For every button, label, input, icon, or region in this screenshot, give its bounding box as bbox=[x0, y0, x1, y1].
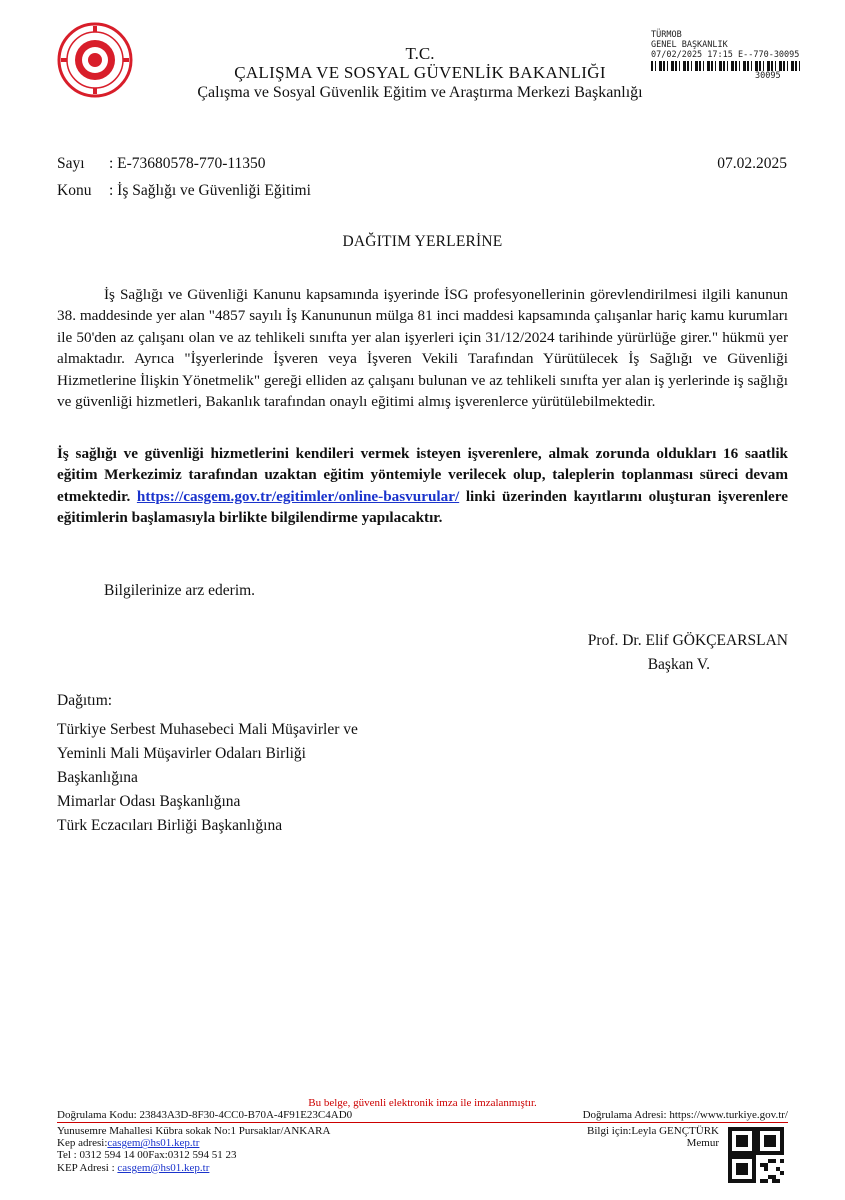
closing-line: Bilgilerinize arz ederim. bbox=[104, 582, 256, 599]
paragraph-2 bbox=[57, 443, 788, 529]
footer-kep-line bbox=[57, 1137, 330, 1149]
document-title: DAĞITIM YERLERİNE bbox=[342, 233, 503, 250]
signatory-name: Prof. Dr. Elif GÖKÇEARSLAN bbox=[587, 632, 788, 649]
verification-code: Doğrulama Kodu: 23843A3D-8F30-4CC0-B70A-4F91E23C4AD0 bbox=[57, 1109, 353, 1121]
contact-role: Memur bbox=[686, 1137, 719, 1150]
paragraph-2-text: İş sağlığı ve güvenliği hizmetlerini kendileri vermek isteyen işverenlere, almak zorunda oldukları 16 saatlik eğitim Merkezimiz tarafından uzaktan eğitim yöntemiyle verilecek olup, taleplerin toplanması süreci devam etmektedir. bbox=[57, 445, 788, 505]
esign-notice: Bu belge, güvenli elektronik imza ile imzalanmıştır. bbox=[308, 1097, 537, 1109]
konu-label: Konu bbox=[57, 182, 92, 199]
stamp-number: 30095 bbox=[755, 71, 781, 81]
stamp-line-2: GENEL BAŞKANLIK bbox=[651, 40, 728, 50]
stamp-line-3: 07/02/2025 17:15 E--770-30095 bbox=[651, 50, 800, 60]
kep2-label: KEP Adresi : bbox=[57, 1161, 118, 1174]
application-link[interactable]: https://casgem.gov.tr/egitimler/online-basvurular/ bbox=[136, 487, 460, 505]
header-tc: T.C. bbox=[405, 44, 435, 63]
kep-link[interactable]: casgem@hs01.kep.tr bbox=[107, 1137, 200, 1150]
stamp-barcode bbox=[651, 61, 801, 71]
footer-phone: Tel : 0312 594 14 00Fax:0312 594 51 23 bbox=[57, 1149, 237, 1162]
header-center-name: Çalışma ve Sosyal Güvenlik Eğitim ve Araştırma Merkezi Başkanlığı bbox=[197, 84, 643, 101]
list-item: Yeminli Mali Müşavirler Odaları Birliği bbox=[57, 745, 306, 762]
footer-divider bbox=[57, 1122, 788, 1123]
qr-code-icon bbox=[728, 1127, 784, 1183]
ministry-emblem-icon bbox=[57, 22, 133, 98]
list-item: Başkanlığına bbox=[57, 769, 138, 786]
verification-row bbox=[57, 1109, 788, 1121]
list-item: Türkiye Serbest Muhasebeci Mali Müşavirler ve bbox=[57, 721, 358, 738]
footer-address: Yunusemre Mahallesi Kübra sokak No:1 Pursaklar/ANKARA bbox=[57, 1125, 331, 1137]
kep2-link[interactable]: casgem@hs01.kep.tr bbox=[117, 1161, 210, 1174]
footer-kep2-line bbox=[57, 1162, 330, 1174]
sayi-row bbox=[57, 155, 266, 173]
konu-value: : İş Sağlığı ve Güvenliği Eğitimi bbox=[109, 182, 311, 199]
list-item: Mimarlar Odası Başkanlığına bbox=[57, 793, 241, 810]
paragraph-1: İş Sağlığı ve Güvenliği Kanunu kapsamında işyerinde İSG profesyonellerinin görevlendirilmesi ilgili kanunun 38. maddesinde yer alan "4857 sayılı İş Kanununun mülga 81 inci maddesi kapsamında çalışanlar hariç kamu kurumları ile 50'den az çalışanı olan ve az tehlikeli sınıfta yer alan işyerleri için 31/12/2024 tarihinde yürürlüğe girer." hükmü yer almaktadır. Ayrıca "İşyerlerinde İşveren veya İşveren Vekili Tarafından Yürütülecek İş Sağlığı ve Güvenliği Hizmetlerine İlişkin Yönetmelik" gereği elliden az çalışanı bulunan ve az tehlikeli sınıfta yer alan iş yerlerinde iş sağlığı ve güvenliği hizmetleri, Bakanlık tarafından onaylı eğitimi almış işverenlerce yürütülebilmektedir. bbox=[57, 286, 788, 411]
kep-label: Kep adresi: bbox=[57, 1137, 108, 1150]
footer-contact bbox=[587, 1125, 719, 1149]
document-date: 07.02.2025 bbox=[717, 155, 787, 172]
signatory-title: Başkan V. bbox=[647, 656, 710, 673]
verification-address: Doğrulama Adresi: https://www.turkiye.gov.tr/ bbox=[582, 1109, 788, 1121]
distribution-label: Dağıtım: bbox=[57, 692, 113, 709]
distribution-list bbox=[57, 718, 358, 838]
paragraph-2-text-end: linki üzerinden kayıtlarını oluşturan işverenlere eğitimlerin başlamasıyla birlikte bilgilendirme yapılacaktır. bbox=[57, 487, 788, 527]
konu-row bbox=[57, 182, 311, 200]
stamp-line-1: TÜRMOB bbox=[651, 30, 682, 40]
incoming-stamp bbox=[651, 30, 801, 81]
sayi-label: Sayı bbox=[57, 155, 85, 172]
header-ministry: ÇALIŞMA VE SOSYAL GÜVENLİK BAKANLIĞI bbox=[234, 63, 606, 82]
list-item: Türk Eczacıları Birliği Başkanlığına bbox=[57, 817, 283, 834]
sayi-value: : E-73680578-770-11350 bbox=[109, 155, 266, 172]
footer-address-block bbox=[57, 1125, 330, 1174]
contact-person: Bilgi için:Leyla GENÇTÜRK bbox=[587, 1125, 719, 1137]
